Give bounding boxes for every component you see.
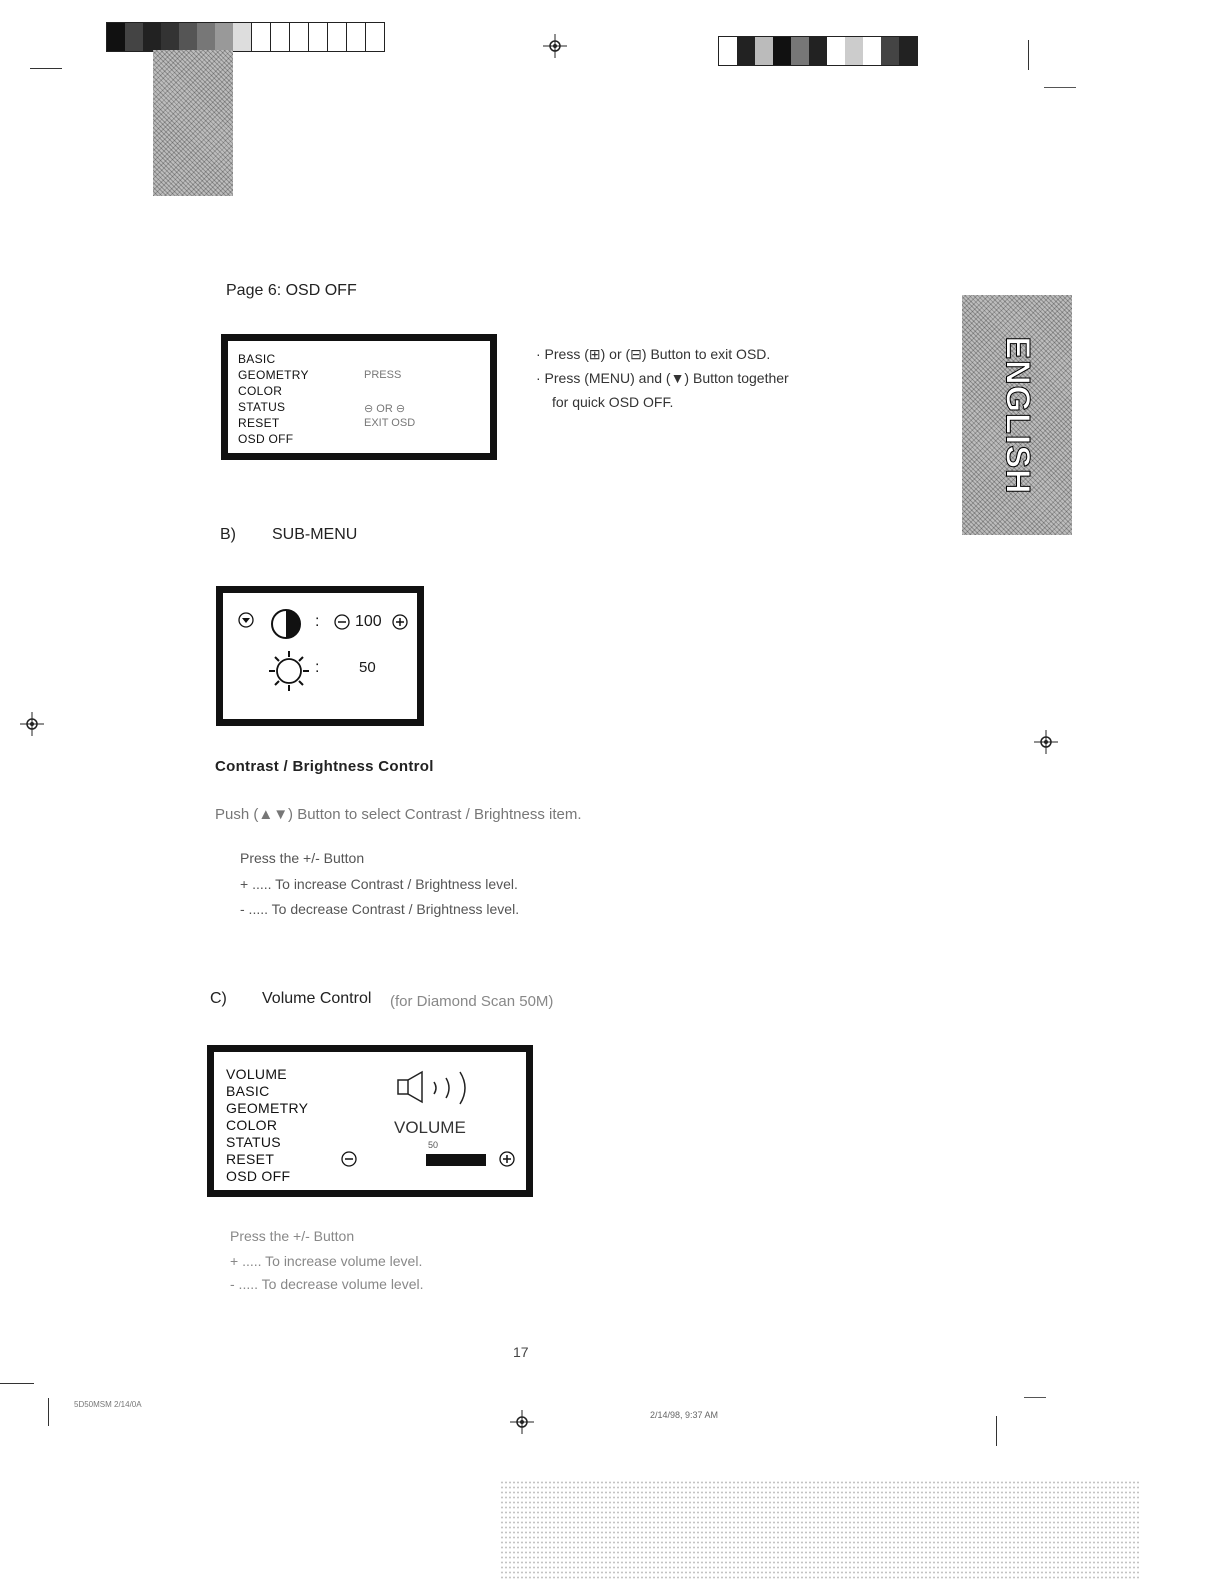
minus-circle-icon	[340, 1150, 358, 1168]
crop-mark	[1024, 1397, 1046, 1398]
color-calibration-strip-left	[106, 22, 385, 52]
volume-slider-fill	[426, 1154, 486, 1166]
osd-off-instructions	[536, 342, 896, 414]
halftone-block	[153, 50, 233, 196]
decrease-line: - ..... To decrease Contrast / Brightness level.	[240, 901, 520, 917]
plus-circle-icon	[391, 613, 409, 631]
menu-item: OSD OFF	[226, 1168, 291, 1184]
osd-menu-list	[238, 351, 309, 447]
contrast-value: 100	[355, 613, 382, 630]
colon: :	[315, 613, 320, 630]
language-tab	[962, 295, 1072, 535]
volume-label-letter: C)	[210, 990, 227, 1007]
osd-off-screen	[221, 334, 497, 460]
brightness-icon	[267, 649, 311, 693]
volume-label-suffix: (for Diamond Scan 50M)	[390, 993, 554, 1010]
submenu-label: SUB-MENU	[272, 526, 358, 543]
menu-item: STATUS	[226, 1134, 281, 1150]
press-label: PRESS	[364, 369, 402, 381]
page-number: 17	[513, 1344, 529, 1360]
increase-line: + ..... To increase volume level.	[230, 1253, 423, 1269]
menu-item: RESET	[238, 416, 280, 430]
crop-mark	[0, 1383, 34, 1384]
menu-item: VOLUME	[226, 1066, 287, 1082]
increase-line: + ..... To increase Contrast / Brightness level.	[240, 876, 518, 892]
submenu-screen	[216, 586, 424, 726]
speaker-icon	[394, 1068, 484, 1108]
crop-mark	[1028, 40, 1029, 70]
language-tab-label: ENGLISH	[998, 335, 1037, 495]
brightness-value: 50	[359, 659, 376, 676]
minus-circle-icon	[333, 613, 351, 631]
volume-slider-track[interactable]	[426, 1154, 546, 1166]
contrast-icon	[269, 607, 303, 641]
instruction-line: · Press (MENU) and (▼) Button together	[536, 370, 789, 386]
volume-title: VOLUME	[394, 1118, 466, 1137]
menu-item: BASIC	[226, 1083, 270, 1099]
volume-label: Volume Control	[262, 990, 372, 1007]
menu-item: STATUS	[238, 400, 286, 414]
plus-circle-icon	[498, 1150, 516, 1168]
osd-menu-list	[226, 1066, 308, 1185]
crop-mark	[48, 1398, 49, 1426]
registration-mark-icon	[1034, 730, 1058, 754]
menu-item: GEOMETRY	[226, 1100, 309, 1116]
volume-value: 50	[428, 1140, 439, 1150]
scan-noise	[500, 1480, 1140, 1580]
down-arrow-icon	[237, 611, 255, 629]
file-reference: 5D50MSM 2/14/0A	[74, 1400, 142, 1409]
osd-off-heading: Page 6: OSD OFF	[226, 282, 357, 299]
colon: :	[315, 659, 320, 676]
color-calibration-strip-right	[718, 36, 918, 66]
controls-label: ⊖ OR ⊖	[364, 403, 406, 415]
crop-mark	[1044, 87, 1076, 88]
menu-item: BASIC	[238, 352, 276, 366]
exit-osd-label: EXIT OSD	[364, 417, 416, 429]
decrease-line: - ..... To decrease volume level.	[230, 1276, 424, 1292]
menu-item: RESET	[226, 1151, 275, 1167]
submenu-label-letter: B)	[220, 526, 236, 543]
registration-mark-icon	[543, 34, 567, 58]
registration-mark-icon	[20, 712, 44, 736]
instruction-line: for quick OSD OFF.	[552, 394, 674, 410]
menu-item: GEOMETRY	[238, 368, 309, 382]
registration-mark-icon	[510, 1410, 534, 1434]
crop-mark	[996, 1416, 997, 1446]
menu-item: COLOR	[226, 1117, 278, 1133]
crop-mark	[30, 68, 62, 69]
volume-screen	[207, 1045, 533, 1197]
print-timestamp: 2/14/98, 9:37 AM	[650, 1410, 719, 1420]
press-instruction: Press the +/- Button	[230, 1228, 355, 1244]
push-instruction: Push (▲▼) Button to select Contrast / Brightness item.	[215, 806, 582, 823]
instruction-line: · Press (⊞) or (⊟) Button to exit OSD.	[536, 346, 771, 362]
menu-item: OSD OFF	[238, 432, 294, 446]
press-instruction: Press the +/- Button	[240, 850, 365, 866]
contrast-brightness-title: Contrast / Brightness Control	[215, 758, 434, 775]
menu-item: COLOR	[238, 384, 283, 398]
